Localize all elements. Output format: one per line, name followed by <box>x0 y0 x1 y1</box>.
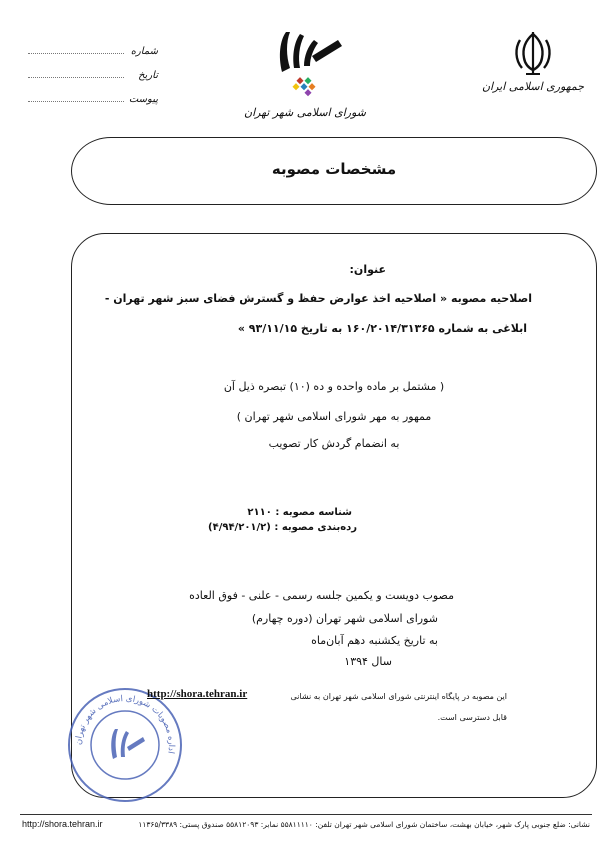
footer-address: نشانی: ضلع جنوبی پارک شهر، خیابان بهشت، ساختمان شورای اسلامی شهر تهران تلفن: ۵۵۸۱۱۱۱۰ نمابر: ۵۵۸۱۲۰۹۳ صندوق پستی: ۱۱۳۶۵/۳۳۸۹ <box>138 820 590 829</box>
web-note-line-2: قابل دسترسی است. <box>437 713 507 722</box>
field-attachment-line <box>28 101 124 102</box>
title-box <box>71 137 597 205</box>
iran-emblem-icon <box>512 30 554 78</box>
footer-website-link[interactable]: http://shora.tehran.ir <box>22 819 103 829</box>
field-number-label: شماره <box>130 46 158 57</box>
includes-line-3: به انضمام گردش کار تصویب <box>268 437 400 450</box>
official-stamp <box>65 685 185 805</box>
web-note-line-1: این مصوبه در پایگاه اینترنتی شورای اسلامی شهر تهران به نشانی <box>290 692 507 701</box>
website-link[interactable]: http://shora.tehran.ir <box>147 688 248 700</box>
approval-line-2: شورای اسلامی شهر تهران (دوره چهارم) <box>251 612 438 625</box>
government-label: جمهوری اسلامی ایران <box>481 80 585 93</box>
field-date <box>28 70 158 81</box>
field-attachment <box>28 94 158 105</box>
subject-line-2: ابلاغی به شماره ۱۶۰/۲۰۱۴/۳۱۳۶۵ به تاریخ ۹۳/۱۱/۱۵ » <box>237 322 527 335</box>
field-number-line <box>28 53 124 54</box>
document-title: مشخصات مصوبه <box>271 160 397 178</box>
tehran-council-logo-icon <box>268 26 346 106</box>
includes-line-1: ( مشتمل بر ماده واحده و ده (۱۰) تبصره ذیل آن <box>223 380 445 393</box>
approval-line-4: سال ۱۳۹۴ <box>344 655 392 668</box>
approval-line-3: به تاریخ یکشنبه دهم آبان‌ماه <box>311 634 438 647</box>
subject-line-1: اصلاحیه مصوبه « اصلاحیه اخذ عوارض حفظ و گسترش فضای سبز شهر تهران - <box>104 292 532 305</box>
resolution-id: شناسه مصوبه : ۲۱۱۰ <box>247 507 352 518</box>
council-label: شورای اسلامی شهر تهران <box>244 106 366 119</box>
footer-divider <box>20 814 592 815</box>
includes-line-2: ممهور به مهر شورای اسلامی شهر تهران ) <box>236 410 432 423</box>
stamp-text: اداره مصوبات شورای اسلامی شهر تهران <box>73 693 177 755</box>
field-number <box>28 46 158 57</box>
field-date-line <box>28 77 124 78</box>
approval-line-1: مصوب دویست و یکمین جلسه رسمی - علنی - فوق العاده <box>189 589 454 602</box>
resolution-classification: رده‌بندی مصوبه : (۴/۹۴/۲۰۱/۲) <box>208 522 357 533</box>
field-attachment-label: پیوست <box>128 94 158 105</box>
subject-label: عنوان: <box>349 263 386 276</box>
field-date-label: تاریخ <box>138 70 158 81</box>
